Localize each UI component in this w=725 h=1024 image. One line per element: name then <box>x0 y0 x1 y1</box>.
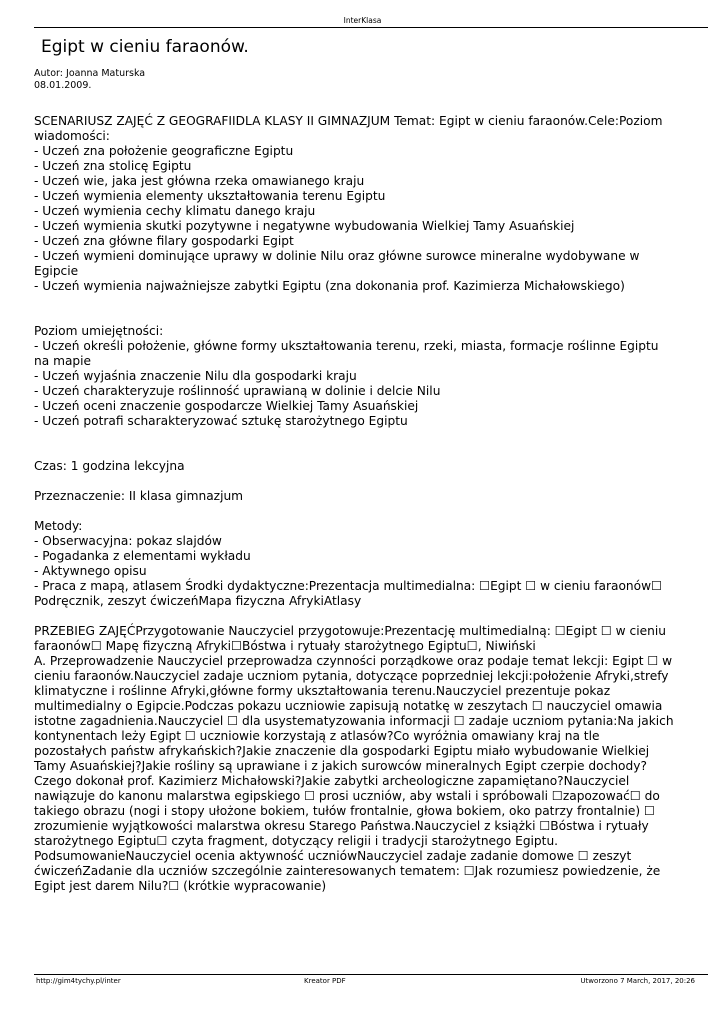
knowledge-list <box>34 144 674 294</box>
list-item: - Uczeń wie, jaka jest główna rzeka omawianego kraju <box>34 174 365 188</box>
footer-divider <box>34 974 708 975</box>
document-body <box>34 114 674 894</box>
list-item: - Obserwacyjna: pokaz slajdów <box>34 534 222 548</box>
list-item: - Uczeń charakteryzuje roślinność uprawianą w dolinie i delcie Nilu <box>34 384 441 398</box>
course-paragraph: PRZEBIEG ZAJĘĆPrzygotowanie Nauczyciel przygotowuje:Prezentację multimedialną: ☐Egipt ☐ w cieniu faraonów☐ Mapę fizyczną Afryki☐Bóstwa i rytuały starożytnego Egiptu☐, Niwiński A. Przeprowadzenie Nauczyciel przeprowadza czynności porządkowe oraz podaje temat lekcji: Egipt ☐ w cieniu faraonów.Nauczyciel zadaje uczniom pytania, dotyczące poprzedniej lekcji:położenie Afryki,strefy klimatyczne i roślinne Afryki,główne formy ukształtowania terenu.Nauczyciel prezentuje pokaz multimedialny o Egipcie.Podczas pokazu uczniowie zapisują notatkę w zeszytach ☐ nauczyciel omawia istotne zagadnienia.Nauczyciel ☐ dla usystematyzowania informacji ☐ zadaje uczniom pytania:Na jakich kontynentach leży Egipt ☐ uczniowie korzystają z atlasów?Co wyróżnia omawiany kraj na tle pozostałych państw afrykańskich?Jakie znaczenie dla gospodarki Egiptu miało wybudowanie Wielkiej Tamy Asuańskiej?Jakie rośliny są uprawiane i z jakich surowców mineralnych Egipt czerpie dochody?Czego dokonał prof. Kazimierz Michałowski?Jakie zabytki archeologiczne zapamiętano?Nauczyciel nawiązuje do kanonu malarstwa egipskiego ☐ prosi uczniów, aby wstali i spróbowali ☐zapozować☐ do takiego obrazu (nogi i stopy ułożone bokiem, tułów frontalnie, głowa bokiem, oko patrzy frontalnie) ☐ zrozumienie wyjątkowości malarstwa okresu Starego Państwa.Nauczyciel z książki ☐Bóstwa i rytuały starożytnego Egiptu☐ czyta fragment, dotyczący religii i tradycji starożytnego Egiptu. PodsumowanieNauczyciel ocenia aktywność uczniówNauczyciel zadaje zadanie domowe ☐ zeszyt ćwiczeńZadanie dla uczniów szczególnie zainteresowanych tematem: ☐Jak rozumiesz powiedzenie, że Egipt jest darem Nilu?☐ (krótkie wypracowanie) <box>34 624 674 893</box>
list-item: - Aktywnego opisu <box>34 564 147 578</box>
page-title: Egipt w cieniu faraonów. <box>41 37 249 57</box>
list-item: - Uczeń zna położenie geograficzne Egiptu <box>34 144 294 158</box>
footer-url: http://gim4tychy.pl/inter <box>36 977 121 985</box>
spacer <box>34 429 674 459</box>
spacer <box>34 474 674 489</box>
intro-paragraph: SCENARIUSZ ZAJĘĆ Z GEOGRAFIIDLA KLASY II GIMNAZJUM Temat: Egipt w cieniu faraonów.Cele:Poziom wiadomości: <box>34 114 663 143</box>
list-item: - Uczeń wymienia elementy ukształtowania terenu Egiptu <box>34 189 386 203</box>
methods-list <box>34 534 674 609</box>
spacer <box>34 609 674 624</box>
list-item: - Uczeń wymieni dominujące uprawy w dolinie Nilu oraz główne surowce mineralne wydobywane w Egipcie <box>34 249 640 278</box>
list-item: - Uczeń potrafi scharakteryzować sztukę starożytnego Egiptu <box>34 414 408 428</box>
header-divider <box>34 27 708 28</box>
list-item: - Uczeń zna stolicę Egiptu <box>34 159 192 173</box>
list-item: - Uczeń oceni znaczenie gospodarcze Wielkiej Tamy Asuańskiej <box>34 399 419 413</box>
list-item: - Uczeń określi położenie, główne formy ukształtowania terenu, rzeki, miasta, formacje roślinne Egiptu na mapie <box>34 339 659 368</box>
list-item: - Uczeń zna główne filary gospodarki Egipt <box>34 234 294 248</box>
footer-generator: Kreator PDF <box>304 977 346 985</box>
methods-heading: Metody: <box>34 519 83 533</box>
document-meta <box>34 68 145 92</box>
list-item: - Uczeń wyjaśnia znaczenie Nilu dla gospodarki kraju <box>34 369 357 383</box>
list-item: - Pogadanka z elementami wykładu <box>34 549 251 563</box>
spacer <box>34 504 674 519</box>
time-line: Czas: 1 godzina lekcyjna <box>34 459 185 473</box>
skills-list <box>34 339 674 429</box>
spacer <box>34 294 674 324</box>
page-footer <box>34 977 708 989</box>
date-line: 08.01.2009. <box>34 80 92 91</box>
purpose-line: Przeznaczenie: II klasa gimnazjum <box>34 489 244 503</box>
list-item: - Uczeń wymienia najważniejsze zabytki Egiptu (zna dokonania prof. Kazimierza Michałowskiego) <box>34 279 625 293</box>
site-header: InterKlasa <box>343 16 382 25</box>
list-item: - Praca z mapą, atlasem Środki dydaktyczne:Prezentacja multimedialna: ☐Egipt ☐ w cieniu faraonów☐ Podręcznik, zeszyt ćwiczeńMapa fizyczna AfrykiAtlasy <box>34 579 662 608</box>
list-item: - Uczeń wymienia cechy klimatu danego kraju <box>34 204 316 218</box>
skills-heading: Poziom umiejętności: <box>34 324 164 338</box>
list-item: - Uczeń wymienia skutki pozytywne i negatywne wybudowania Wielkiej Tamy Asuańskiej <box>34 219 575 233</box>
author-line: Autor: Joanna Maturska <box>34 68 146 79</box>
footer-created: Utworzono 7 March, 2017, 20:26 <box>580 977 695 985</box>
